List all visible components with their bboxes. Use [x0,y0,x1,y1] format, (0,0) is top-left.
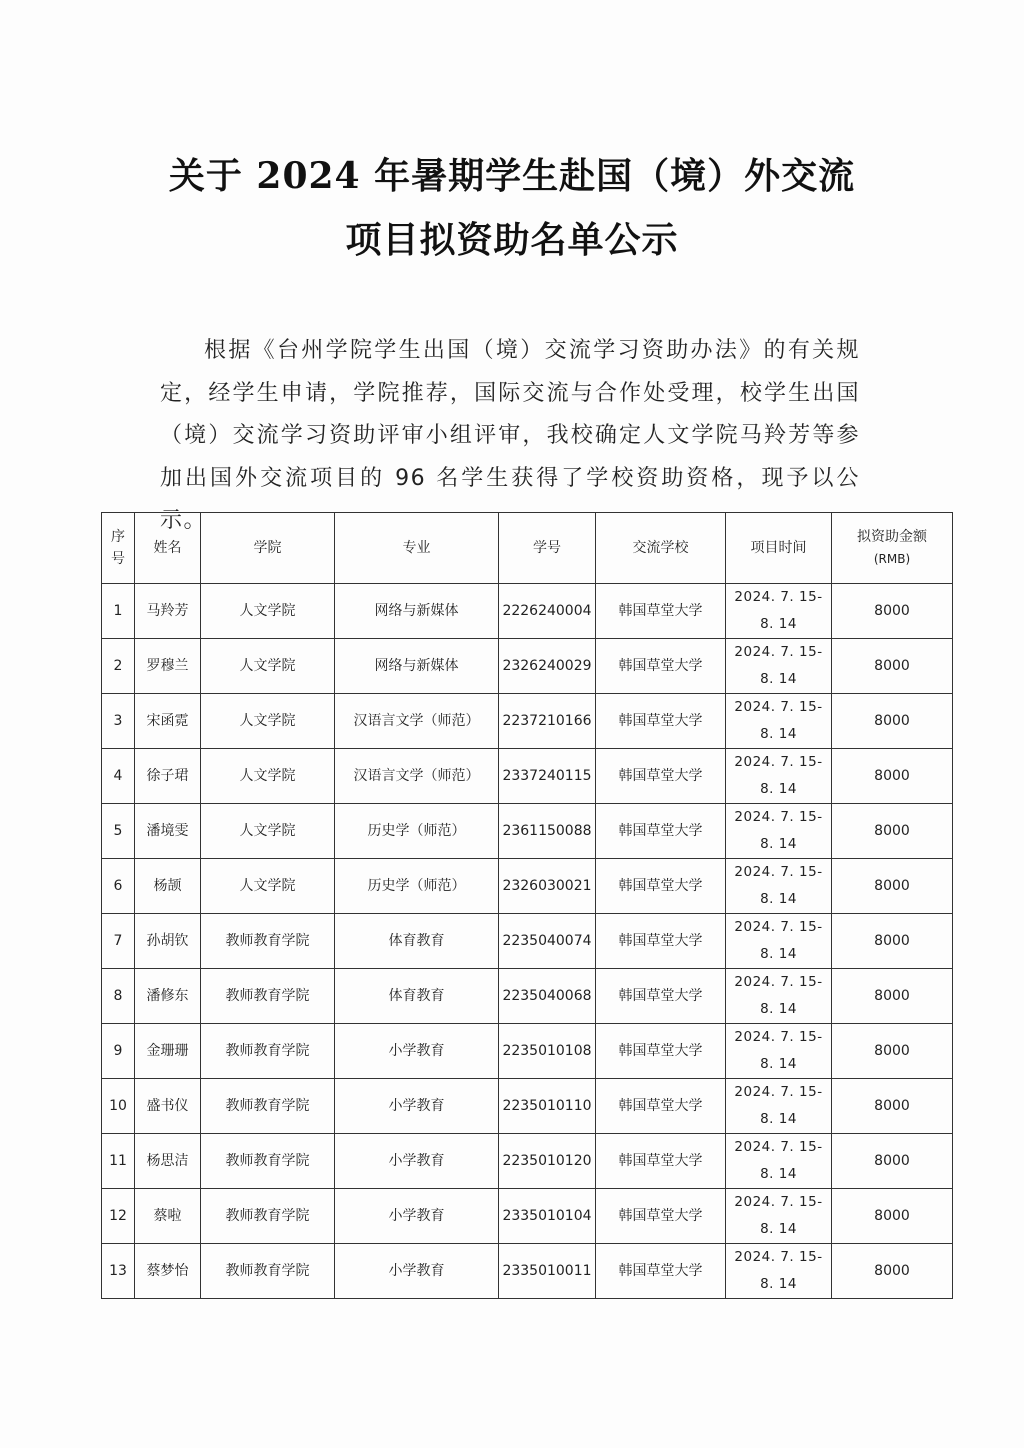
cell-time-end: 8. 14 [760,1111,797,1127]
cell-amount: 8000 [832,969,953,1024]
cell-index: 13 [102,1244,135,1299]
cell-student-id: 2326240029 [499,639,596,694]
cell-college: 教师教育学院 [201,1079,335,1134]
cell-time-start: 2024. 7. 15- [734,919,823,935]
table-row [102,1189,953,1244]
cell-college: 教师教育学院 [201,1024,335,1079]
header-college: 学院 [201,513,335,584]
cell-amount: 8000 [832,1189,953,1244]
table-header-row [102,513,953,584]
cell-amount: 8000 [832,804,953,859]
cell-student-id: 2235010108 [499,1024,596,1079]
header-name: 姓名 [135,513,201,584]
cell-college: 人文学院 [201,749,335,804]
cell-student-id: 2226240004 [499,584,596,639]
header-amount-label: 拟资助金额 [857,529,927,545]
cell-time [726,1024,832,1079]
table-row [102,749,953,804]
cell-school: 韩国草堂大学 [596,1079,726,1134]
table-row [102,1244,953,1299]
cell-school: 韩国草堂大学 [596,694,726,749]
cell-college: 人文学院 [201,639,335,694]
cell-name: 孙胡钦 [135,914,201,969]
cell-college: 人文学院 [201,584,335,639]
cell-name: 罗穆兰 [135,639,201,694]
document-title-line1: 关于 2024 年暑期学生赴国（境）外交流 [168,155,856,197]
cell-student-id: 2326030021 [499,859,596,914]
cell-index: 11 [102,1134,135,1189]
cell-time [726,694,832,749]
cell-time-end: 8. 14 [760,1166,797,1182]
cell-college: 人文学院 [201,694,335,749]
cell-major: 历史学（师范） [335,804,499,859]
cell-time [726,914,832,969]
cell-school: 韩国草堂大学 [596,639,726,694]
cell-time [726,584,832,639]
cell-name: 宋函霓 [135,694,201,749]
cell-index: 5 [102,804,135,859]
cell-time [726,1244,832,1299]
funding-roster-table [101,512,953,1299]
header-index [102,513,135,584]
cell-college: 教师教育学院 [201,1134,335,1189]
cell-time [726,804,832,859]
table-body [102,584,953,1299]
cell-amount: 8000 [832,914,953,969]
cell-time [726,859,832,914]
cell-index: 6 [102,859,135,914]
cell-student-id: 2335010011 [499,1244,596,1299]
cell-college: 教师教育学院 [201,914,335,969]
document-title-line2: 项目拟资助名单公示 [345,219,679,261]
cell-time-start: 2024. 7. 15- [734,589,823,605]
cell-time-start: 2024. 7. 15- [734,809,823,825]
cell-school: 韩国草堂大学 [596,1134,726,1189]
cell-major: 网络与新媒体 [335,639,499,694]
cell-college: 教师教育学院 [201,1244,335,1299]
cell-major: 体育教育 [335,969,499,1024]
table-row [102,1079,953,1134]
cell-major: 小学教育 [335,1244,499,1299]
cell-time-start: 2024. 7. 15- [734,1249,823,1265]
cell-student-id: 2337240115 [499,749,596,804]
cell-school: 韩国草堂大学 [596,969,726,1024]
cell-amount: 8000 [832,749,953,804]
cell-time-start: 2024. 7. 15- [734,1194,823,1210]
cell-amount: 8000 [832,1134,953,1189]
cell-name: 蔡啦 [135,1189,201,1244]
cell-amount: 8000 [832,859,953,914]
header-index-label: 序号 [111,529,125,567]
cell-time-start: 2024. 7. 15- [734,754,823,770]
cell-school: 韩国草堂大学 [596,1024,726,1079]
cell-major: 网络与新媒体 [335,584,499,639]
header-amount [832,513,953,584]
table-row [102,694,953,749]
cell-major: 汉语言文学（师范） [335,749,499,804]
cell-name: 金珊珊 [135,1024,201,1079]
cell-index: 8 [102,969,135,1024]
cell-index: 9 [102,1024,135,1079]
cell-amount: 8000 [832,639,953,694]
cell-major: 汉语言文学（师范） [335,694,499,749]
cell-name: 杨颉 [135,859,201,914]
cell-time-end: 8. 14 [760,1001,797,1017]
cell-time-start: 2024. 7. 15- [734,699,823,715]
cell-name: 潘境雯 [135,804,201,859]
cell-time-end: 8. 14 [760,946,797,962]
cell-name: 潘修东 [135,969,201,1024]
cell-index: 7 [102,914,135,969]
cell-time [726,639,832,694]
cell-time-end: 8. 14 [760,891,797,907]
cell-index: 3 [102,694,135,749]
cell-time-start: 2024. 7. 15- [734,1139,823,1155]
cell-student-id: 2235010120 [499,1134,596,1189]
cell-school: 韩国草堂大学 [596,859,726,914]
cell-time-end: 8. 14 [760,781,797,797]
cell-college: 教师教育学院 [201,1189,335,1244]
cell-major: 小学教育 [335,1024,499,1079]
header-amount-unit: (RMB) [873,552,911,566]
table-row [102,1024,953,1079]
cell-major: 历史学（师范） [335,859,499,914]
cell-time-end: 8. 14 [760,1056,797,1072]
cell-amount: 8000 [832,1079,953,1134]
cell-name: 马羚芳 [135,584,201,639]
table-row [102,584,953,639]
cell-amount: 8000 [832,1024,953,1079]
cell-name: 蔡梦怡 [135,1244,201,1299]
cell-name: 徐子珺 [135,749,201,804]
cell-index: 2 [102,639,135,694]
cell-time-end: 8. 14 [760,616,797,632]
cell-time-end: 8. 14 [760,671,797,687]
announcement-paragraph: 根据《台州学院学生出国（境）交流学习资助办法》的有关规定，经学生申请，学院推荐，国际交流与合作处受理，校学生出国（境）交流学习资助评审小组评审，我校确定人文学院马羚芳等参加出国外交流项目的 96 名学生获得了学校资助资格，现予以公示。 [160,338,860,533]
cell-name: 杨思洁 [135,1134,201,1189]
cell-time [726,1079,832,1134]
table-row [102,639,953,694]
cell-school: 韩国草堂大学 [596,1244,726,1299]
cell-time-start: 2024. 7. 15- [734,864,823,880]
cell-time [726,1189,832,1244]
cell-major: 小学教育 [335,1189,499,1244]
cell-major: 小学教育 [335,1134,499,1189]
table-row [102,804,953,859]
header-major: 专业 [335,513,499,584]
table-row [102,1134,953,1189]
table-row [102,914,953,969]
cell-student-id: 2361150088 [499,804,596,859]
cell-time-start: 2024. 7. 15- [734,974,823,990]
cell-school: 韩国草堂大学 [596,749,726,804]
cell-time-end: 8. 14 [760,836,797,852]
cell-student-id: 2335010104 [499,1189,596,1244]
header-school: 交流学校 [596,513,726,584]
cell-amount: 8000 [832,584,953,639]
cell-school: 韩国草堂大学 [596,914,726,969]
header-time: 项目时间 [726,513,832,584]
cell-college: 教师教育学院 [201,969,335,1024]
cell-name: 盛书仪 [135,1079,201,1134]
cell-school: 韩国草堂大学 [596,1189,726,1244]
cell-index: 12 [102,1189,135,1244]
table-row [102,969,953,1024]
cell-student-id: 2237210166 [499,694,596,749]
cell-college: 人文学院 [201,804,335,859]
cell-college: 人文学院 [201,859,335,914]
cell-student-id: 2235040074 [499,914,596,969]
cell-index: 1 [102,584,135,639]
cell-time-start: 2024. 7. 15- [734,1029,823,1045]
cell-time-end: 8. 14 [760,1276,797,1292]
cell-student-id: 2235010110 [499,1079,596,1134]
cell-time-end: 8. 14 [760,1221,797,1237]
cell-time [726,1134,832,1189]
cell-student-id: 2235040068 [499,969,596,1024]
cell-amount: 8000 [832,694,953,749]
cell-time [726,749,832,804]
cell-school: 韩国草堂大学 [596,804,726,859]
cell-major: 小学教育 [335,1079,499,1134]
cell-time-end: 8. 14 [760,726,797,742]
header-student-id: 学号 [499,513,596,584]
cell-time [726,969,832,1024]
table-row [102,859,953,914]
cell-index: 10 [102,1079,135,1134]
cell-time-start: 2024. 7. 15- [734,1084,823,1100]
cell-major: 体育教育 [335,914,499,969]
cell-school: 韩国草堂大学 [596,584,726,639]
cell-amount: 8000 [832,1244,953,1299]
cell-index: 4 [102,749,135,804]
cell-time-start: 2024. 7. 15- [734,644,823,660]
